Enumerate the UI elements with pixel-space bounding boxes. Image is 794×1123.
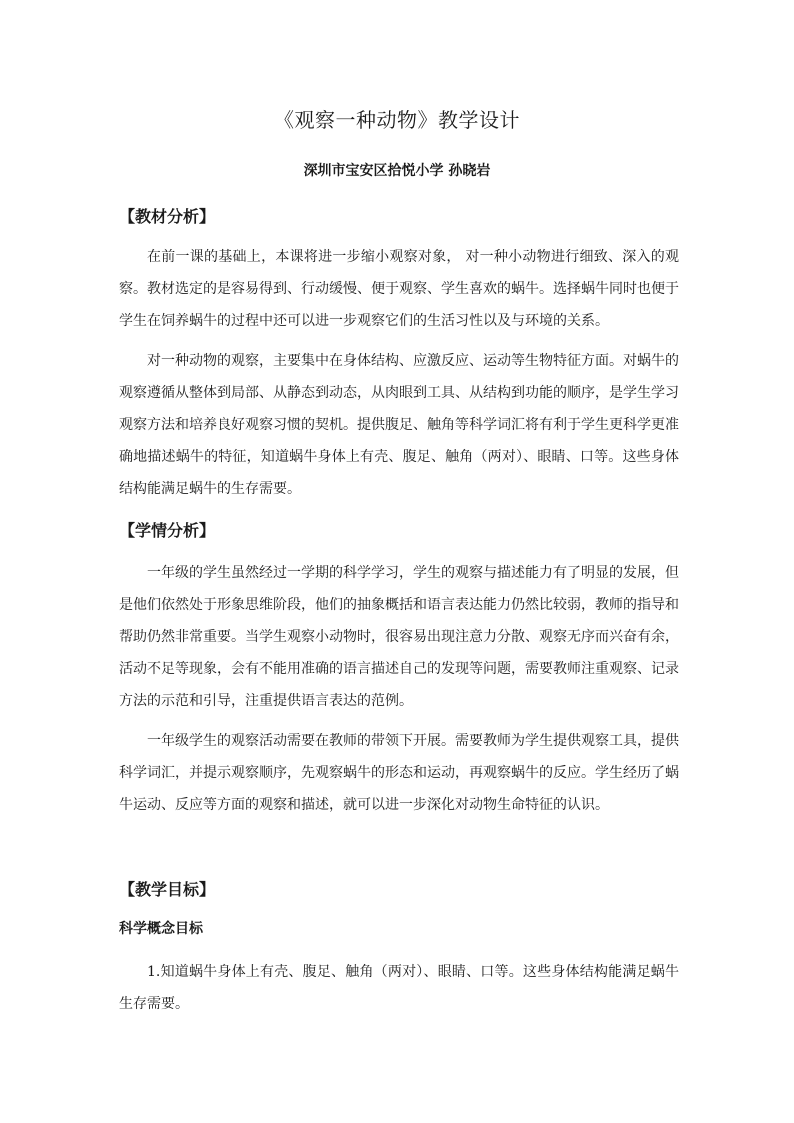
paragraph-textbook-2: 对一种动物的观察，主要集中在身体结构、应激反应、运动等生物特征方面。对蜗牛的观察遵循从整体到局部、从静态到动态，从肉眼到工具、从结构到功能的顺序，是学生学习观察方法和培养良好观察习惯的契机。提供腹足、触角等科学词汇将有利于学生更科学更准确地描述蜗牛的特征，知道蜗牛身体上有壳、腹足、触角（两对）、眼睛、口等。这些身体结构能满足蜗牛的生存需要。 [119, 353, 679, 497]
goal-item-1: 1.知道蜗牛身体上有壳、腹足、触角（两对）、眼睛、口等。这些身体结构能满足蜗牛生存需要。 [119, 964, 679, 1012]
paragraph-textbook-1: 在前一课的基础上，本课将进一步缩小观察对象， 对一种小动物进行细致、深入的观察。教材选定的是容易得到、行动缓慢、便于观察、学生喜欢的蜗牛。选择蜗牛同时也便于学生在饲养蜗牛的过程中还可以进一步观察它们的生活习性以及与环境的关系。 [119, 249, 679, 329]
subheading-science-concept-goals: 科学概念目标 [119, 921, 203, 937]
section-heading-student-analysis: 【学情分析】 [119, 521, 216, 540]
document-title: 《观察一种动物》教学设计 [274, 108, 520, 132]
document-author: 深圳市宝安区拾悦小学 孙晓岩 [303, 163, 491, 179]
paragraph-students-1: 一年级的学生虽然经过一学期的科学学习，学生的观察与描述能力有了明显的发展，但是他们依然处于形象思维阶段，他们的抽象概括和语言表达能力仍然比较弱，教师的指导和帮助仍然非常重要。当学生观察小动物时，很容易出现注意力分散、观察无序而兴奋有余，活动不足等现象，会有不能用准确的语言描述自己的发现等问题，需要教师注重观察、记录方法的示范和引导，注重提供语言表达的范例。 [119, 565, 679, 709]
paragraph-students-2: 一年级学生的观察活动需要在教师的带领下开展。需要教师为学生提供观察工具，提供科学词汇，并提示观察顺序，先观察蜗牛的形态和运动，再观察蜗牛的反应。学生经历了蜗牛运动、反应等方面的观察和描述，就可以进一步深化对动物生命特征的认识。 [119, 733, 679, 813]
section-heading-teaching-goals: 【教学目标】 [119, 880, 216, 899]
section-heading-textbook-analysis: 【教材分析】 [119, 207, 216, 226]
